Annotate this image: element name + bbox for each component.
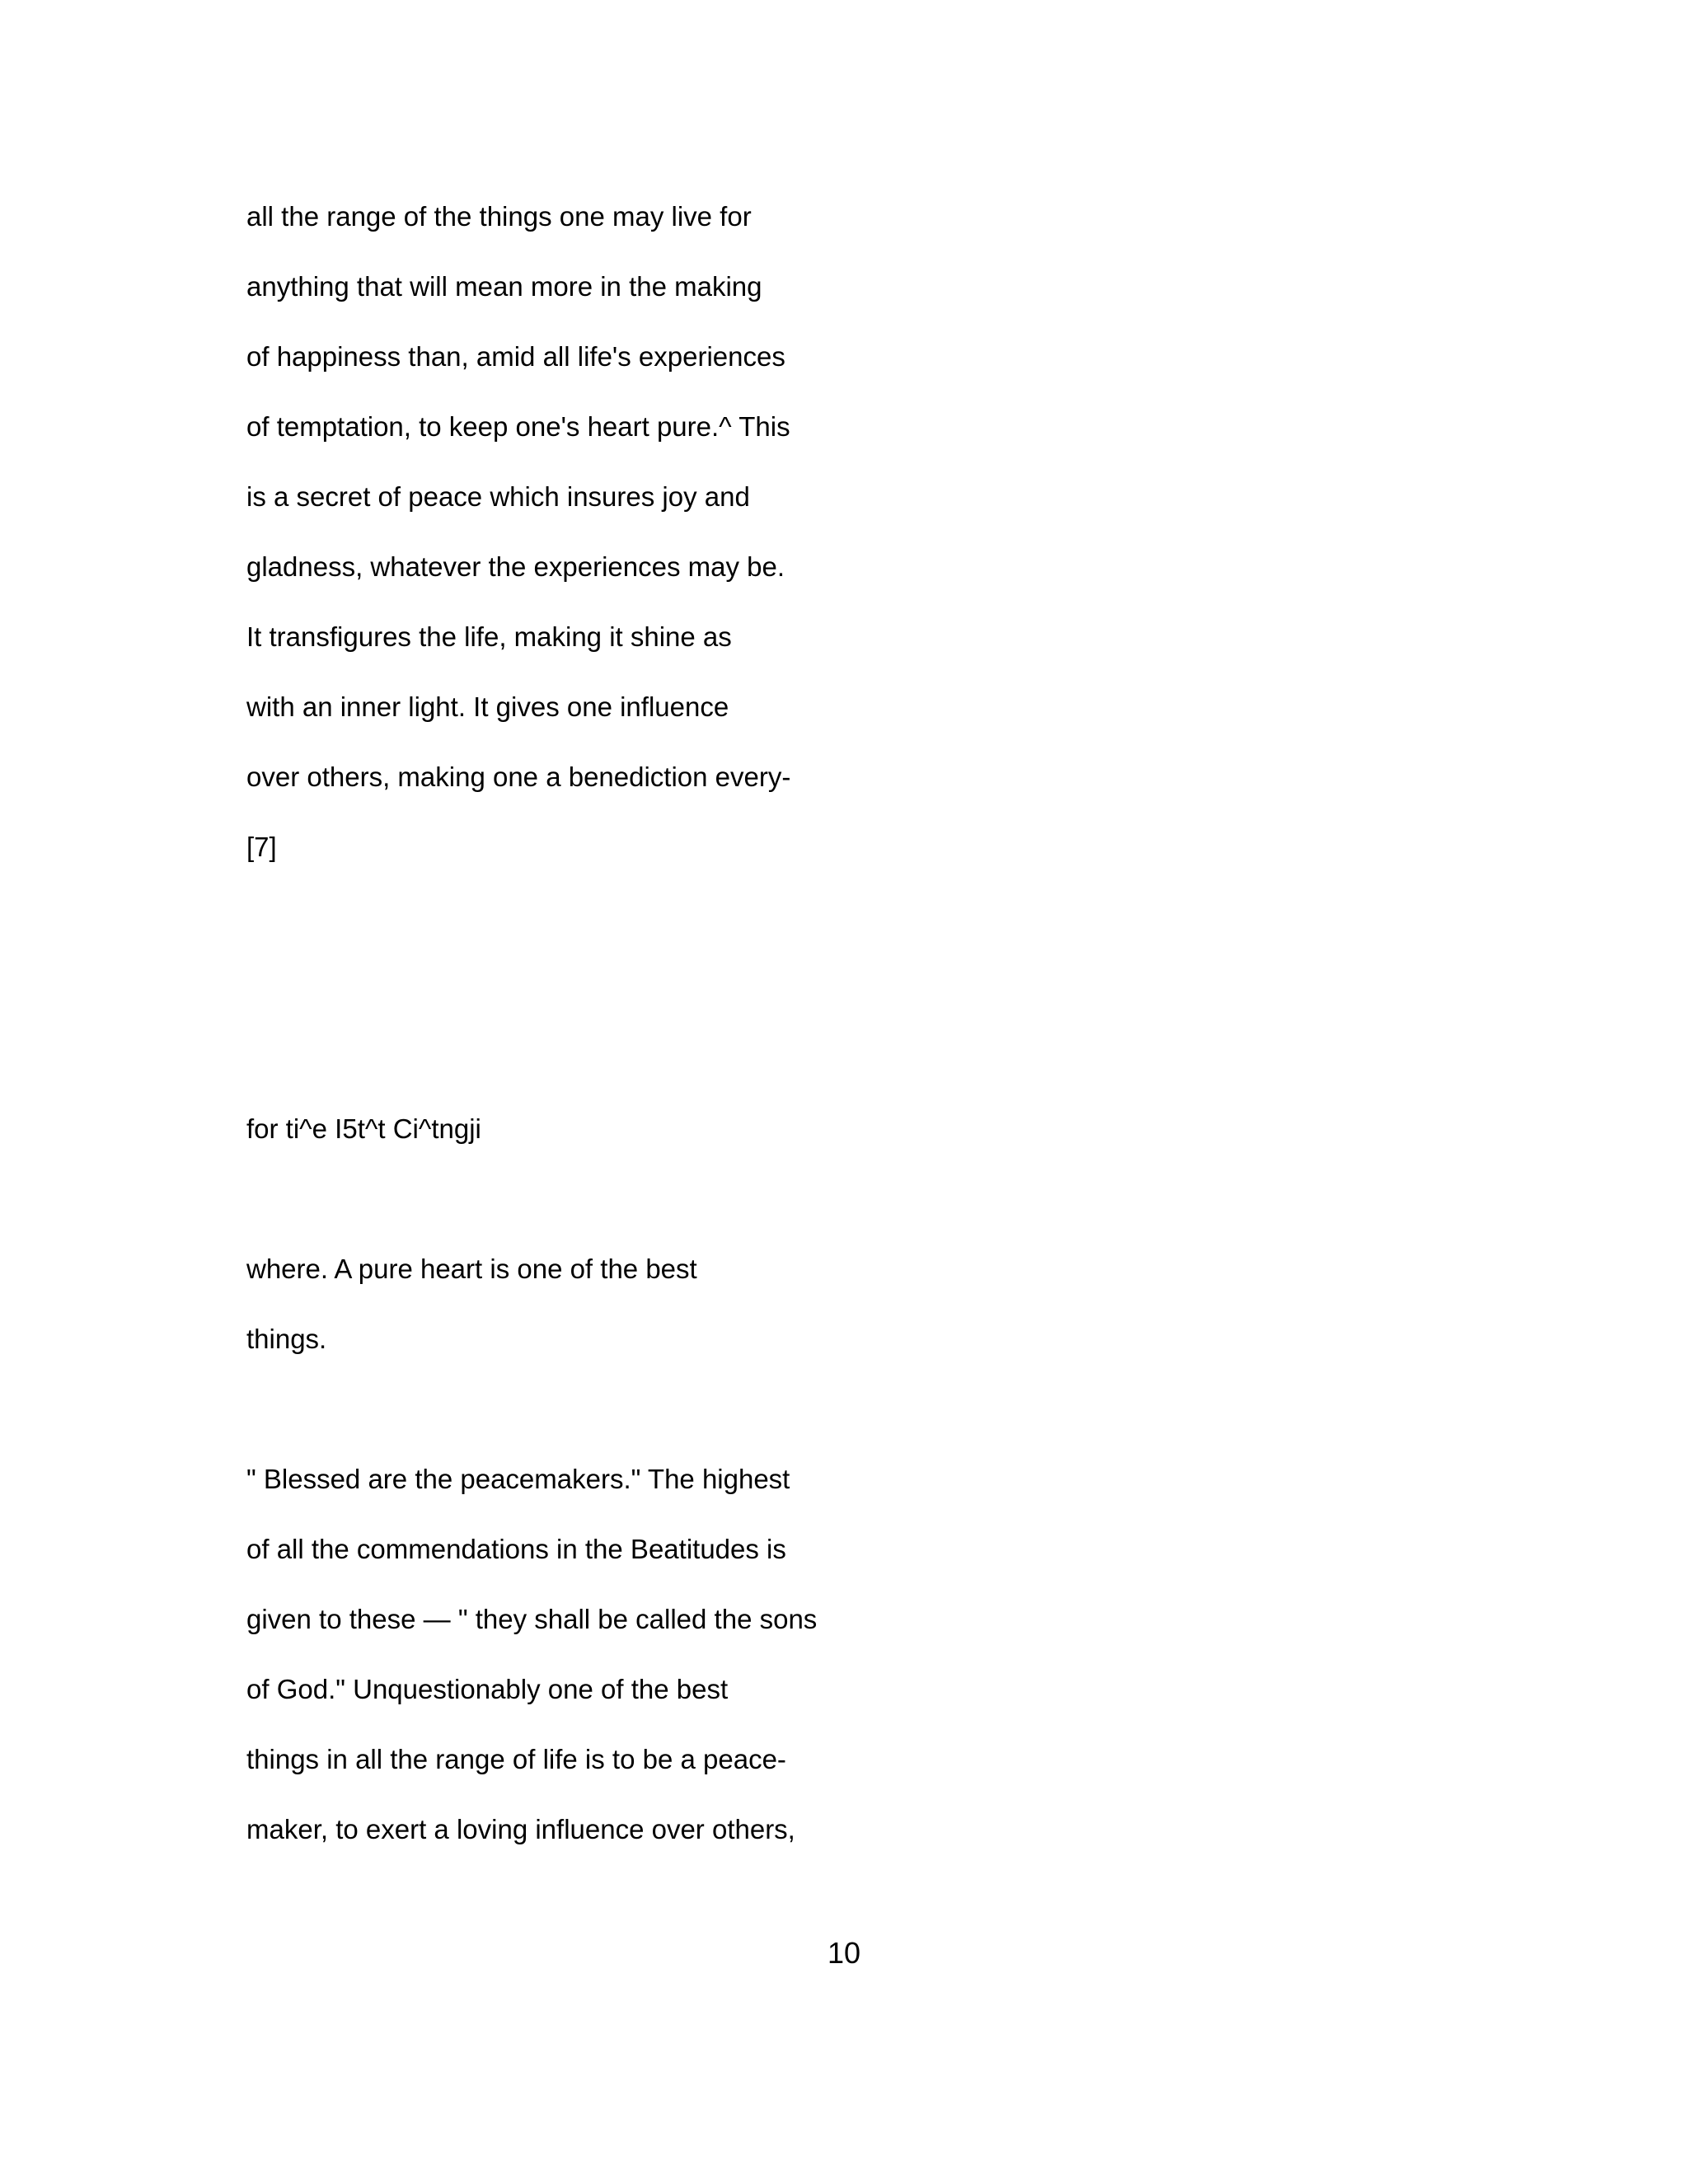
text-line: is a secret of peace which insures joy and <box>246 481 750 512</box>
text-line: given to these — " they shall be called the sons <box>246 1604 818 1634</box>
original-page-marker: [7] <box>246 832 277 862</box>
text-line: maker, to exert a loving influence over others, <box>246 1814 795 1844</box>
text-line: things. <box>246 1324 327 1354</box>
text-line: It transfigures the life, making it shine as <box>246 621 732 652</box>
text-line: things in all the range of life is to be a peace- <box>246 1744 786 1774</box>
text-line: " Blessed are the peacemakers." The highest <box>246 1464 790 1494</box>
text-line: gladness, whatever the experiences may be. <box>246 551 785 582</box>
running-head <box>246 1094 481 1164</box>
text-line: of all the commendations in the Beatitudes is <box>246 1534 786 1564</box>
text-line: over others, making one a benediction every- <box>246 762 791 792</box>
paragraph-2 <box>246 1234 697 1374</box>
text-line: where. A pure heart is one of the best <box>246 1254 697 1284</box>
text-line: anything that will mean more in the making <box>246 271 762 302</box>
paragraph-1 <box>246 181 790 882</box>
text-line: all the range of the things one may live for <box>246 201 752 232</box>
running-head-text: for ti^e I5t^t Ci^tngji <box>246 1113 481 1144</box>
text-line: of temptation, to keep one's heart pure.^ This <box>246 411 790 442</box>
text-line: of happiness than, amid all life's experiences <box>246 341 785 372</box>
page-number: 10 <box>827 1936 861 1970</box>
text-line: with an inner light. It gives one influence <box>246 691 729 722</box>
text-line: of God." Unquestionably one of the best <box>246 1674 729 1704</box>
paragraph-3 <box>246 1444 817 1864</box>
